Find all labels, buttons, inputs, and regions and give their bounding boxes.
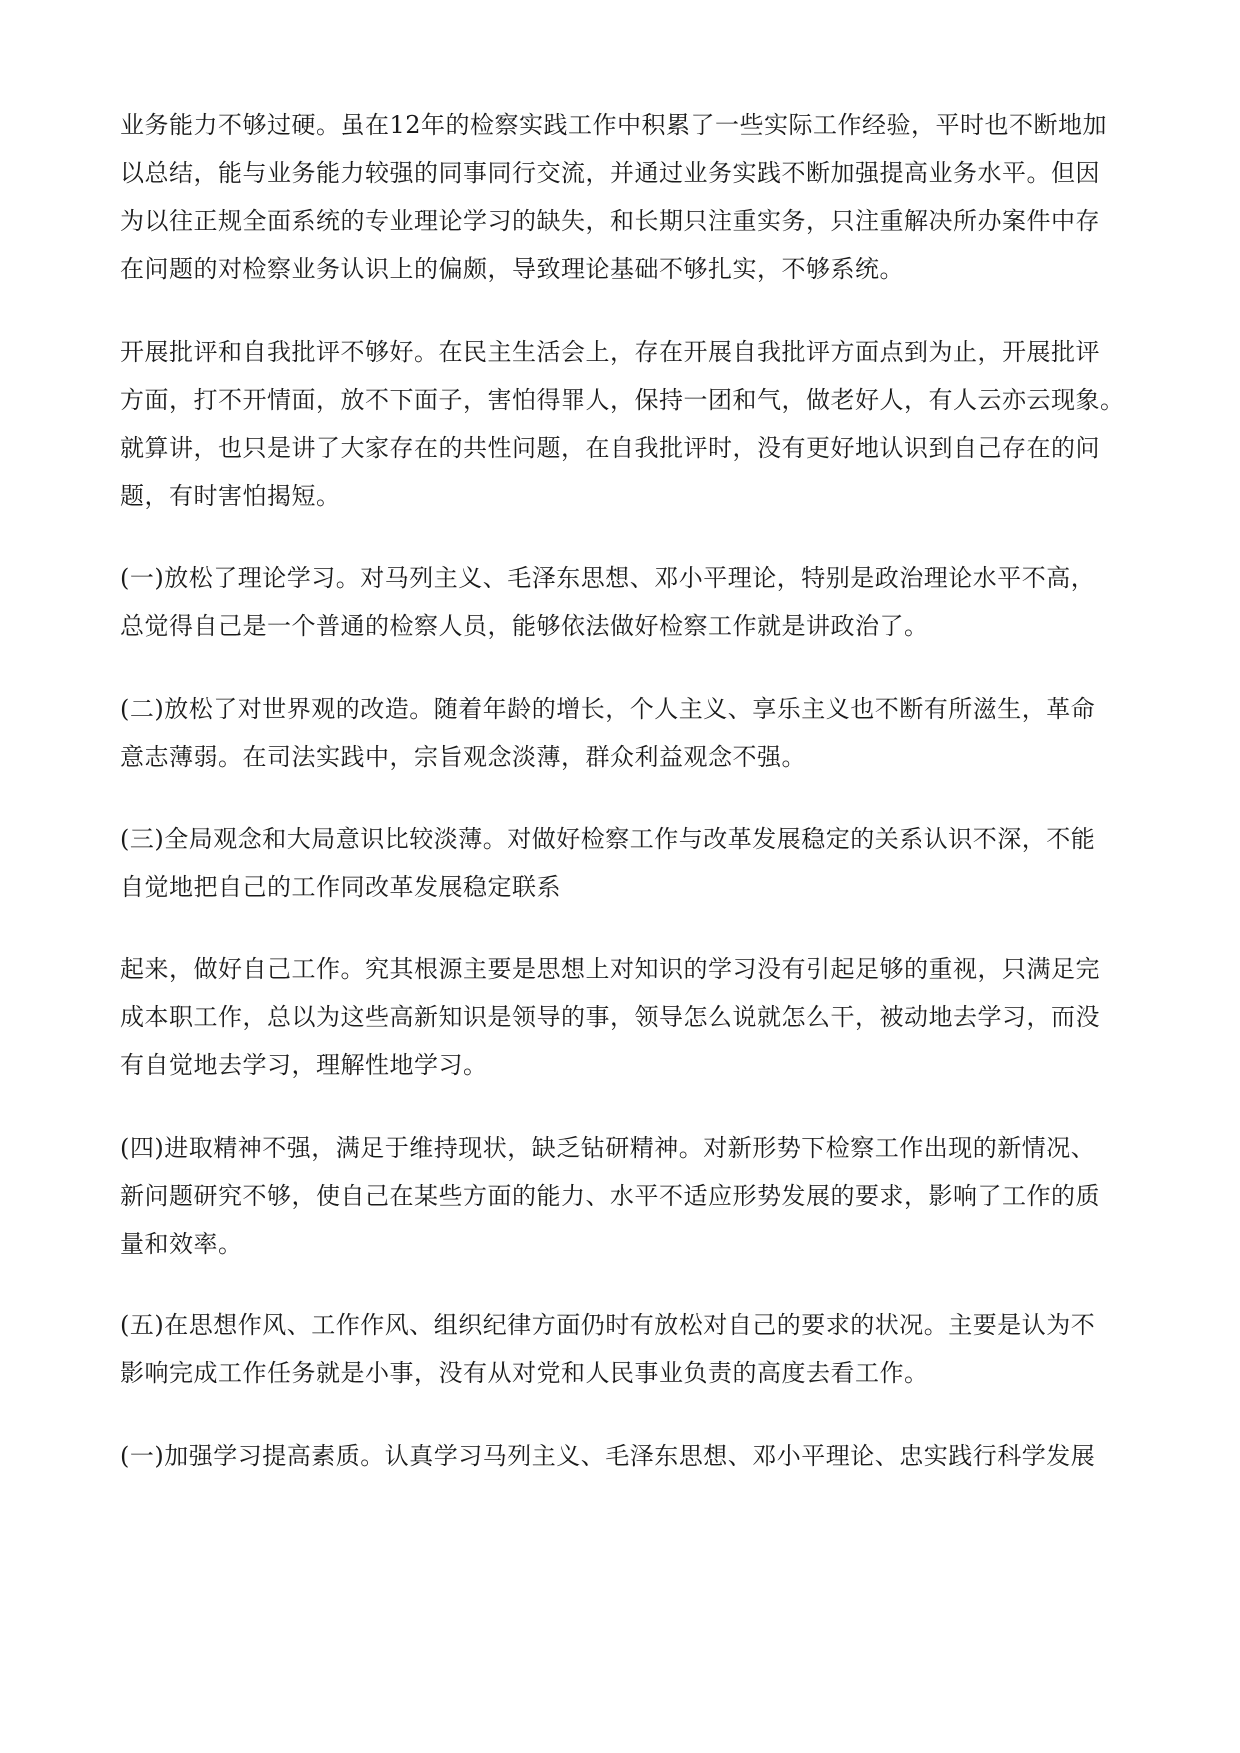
paragraph-7-line-3: 量和效率。 [120,1230,243,1258]
paragraph-7-line-2: 新问题研究不够，使自己在某些方面的能力、水平不适应形势发展的要求，影响了工作的质 [120,1182,1100,1210]
paragraph-5-line-1: (三)全局观念和大局意识比较淡薄。对做好检察工作与改革发展稳定的关系认识不深，不能 [120,825,1096,853]
paragraph-1-line-2: 以总结，能与业务能力较强的同事同行交流，并通过业务实践不断加强提高业务水平。但因 [120,159,1100,187]
paragraph-5-line-2: 自觉地把自己的工作同改革发展稳定联系 [120,873,561,901]
paragraph-8-line-1: (五)在思想作风、工作作风、组织纪律方面仍时有放松对自己的要求的状况。主要是认为不 [120,1311,1096,1339]
paragraph-1-line-1: 业务能力不够过硬。虽在12年的检察实践工作中积累了一些实际工作经验，平时也不断地加 [120,111,1108,139]
paragraph-3-line-2: 总觉得自己是一个普通的检察人员，能够依法做好检察工作就是讲政治了。 [120,612,929,640]
paragraph-7-line-1: (四)进取精神不强，满足于维持现状，缺乏钻研精神。对新形势下检察工作出现的新情况、 [120,1134,1096,1162]
paragraph-1-line-4: 在问题的对检察业务认识上的偏颇，导致理论基础不够扎实，不够系统。 [120,255,904,283]
paragraph-4-line-1: (二)放松了对世界观的改造。随着年龄的增长，个人主义、享乐主义也不断有所滋生，革命 [120,695,1096,723]
paragraph-4-line-2: 意志薄弱。在司法实践中，宗旨观念淡薄，群众利益观念不强。 [120,743,806,771]
paragraph-6-line-1: 起来，做好自己工作。究其根源主要是思想上对知识的学习没有引起足够的重视，只满足完 [120,955,1100,983]
paragraph-2-line-3: 就算讲，也只是讲了大家存在的共性问题，在自我批评时，没有更好地认识到自己存在的问 [120,434,1100,462]
paragraph-9-line-1: (一)加强学习提高素质。认真学习马列主义、毛泽东思想、邓小平理论、忠实践行科学发展 [120,1442,1096,1470]
paragraph-3-line-1: (一)放松了理论学习。对马列主义、毛泽东思想、邓小平理论，特别是政治理论水平不高， [120,564,1096,592]
paragraph-2-line-4: 题，有时害怕揭短。 [120,482,341,510]
paragraph-1-line-3: 为以往正规全面系统的专业理论学习的缺失，和长期只注重实务，只注重解决所办案件中存 [120,207,1100,235]
paragraph-2-line-2: 方面，打不开情面，放不下面子，害怕得罪人，保持一团和气，做老好人，有人云亦云现象。 [120,386,1125,414]
paragraph-6-line-3: 有自觉地去学习，理解性地学习。 [120,1051,488,1079]
paragraph-6-line-2: 成本职工作，总以为这些高新知识是领导的事，领导怎么说就怎么干，被动地去学习，而没 [120,1003,1100,1031]
paragraph-8-line-2: 影响完成工作任务就是小事，没有从对党和人民事业负责的高度去看工作。 [120,1359,929,1387]
paragraph-2-line-1: 开展批评和自我批评不够好。在民主生活会上，存在开展自我批评方面点到为止，开展批评 [120,338,1100,366]
